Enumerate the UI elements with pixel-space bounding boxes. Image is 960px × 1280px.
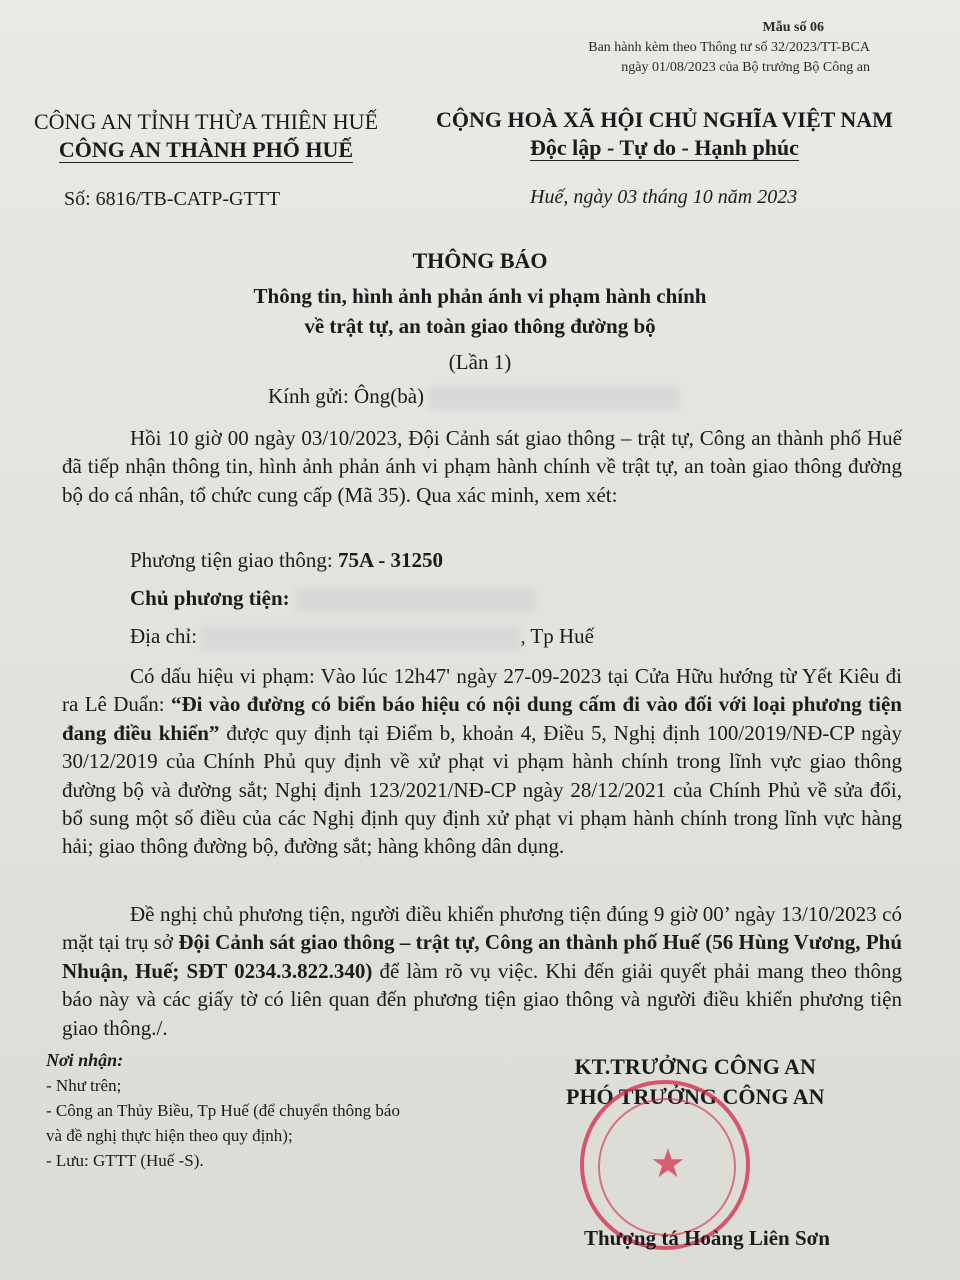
address-label: Địa chỉ:: [130, 624, 203, 648]
recipients-block: [46, 1048, 400, 1173]
vehicle-label: Phương tiện giao thông:: [130, 548, 338, 572]
nation-name: CỘNG HOÀ XÃ HỘI CHỦ NGHĨA VIỆT NAM: [436, 107, 893, 132]
form-reference: [588, 18, 870, 78]
redacted-owner: [295, 588, 535, 612]
violation-description: “Đi vào đường có biển báo hiệu có nội dung cấm đi vào đối với loại phương tiện đang điều khiển”: [62, 692, 902, 745]
place-date: Huế, ngày 03 tháng 10 năm 2023: [530, 186, 798, 208]
recipients-label: Nơi nhận:: [46, 1050, 124, 1070]
document-number: Số: 6816/TB-CATP-GTTT: [64, 188, 281, 210]
address-suffix: , Tp Huế: [520, 624, 594, 648]
notice-count: (Lần 1): [448, 350, 512, 374]
signature-line-1: KT.TRƯỞNG CÔNG AN: [574, 1054, 816, 1079]
signature-line-2: PHÓ TRƯỞNG CÔNG AN: [566, 1084, 825, 1109]
seal-star-icon: ★: [650, 1141, 686, 1186]
agency-header: [34, 108, 378, 164]
vehicle-plate: 75A - 31250: [337, 548, 443, 572]
form-issued-date: ngày 01/08/2023 của Bộ trưởng Bộ Công an: [621, 60, 870, 75]
redacted-address: [202, 626, 520, 650]
office-details: Đội Cảnh sát giao thông – trật tự, Công an thành phố Huế (56 Hùng Vương, Phú Nhuận, Huế; SĐT 0234.3.822.340): [62, 930, 903, 983]
address-line: [130, 624, 594, 650]
addressee: [268, 384, 679, 410]
paragraph-violation: Có dấu hiệu vi phạm: Vào lúc 12h47' ngày 27-09-2023 tại Cửa Hữu hướng từ Yết Kiêu đi ra Lê Duẩn: “Đi vào đường có biển báo hiệu có nội dung cấm đi vào đối với loại phương tiện đang điều khiển” được quy định tại Điểm b, khoản 4, Điều 5, Nghị định 100/2019/NĐ-CP ngày 30/12/2019 của Chính Phủ quy định về xử phạt vi phạm hành chính trong lĩnh vực giao thông đường bộ và đường sắt; Nghị định 123/2021/NĐ-CP ngày 28/12/2021 của Chính Phủ về sửa đổi, bổ sung một số điều của các Nghị định quy định xử phạt vi phạm hành chính trong lĩnh vực hàng hải; giao thông đường bộ, đường sắt; hàng không dân dụng.: [62, 664, 902, 859]
form-code: Mẫu số 06: [762, 20, 824, 35]
official-seal-icon: [580, 1080, 750, 1250]
signer-name: Thượng tá Hoàng Liên Sơn: [584, 1226, 830, 1250]
recipient-item: và đề nghị thực hiện theo quy định);: [46, 1126, 293, 1145]
owner-line: [130, 586, 535, 612]
redacted-name: [429, 386, 679, 410]
document-subtitle-1: Thông tin, hình ảnh phản ánh vi phạm hành chính: [253, 284, 707, 308]
paragraph-intro: Hồi 10 giờ 00 ngày 03/10/2023, Đội Cảnh sát giao thông – trật tự, Công an thành phố Huế đã tiếp nhận thông tin, hình ảnh phản ánh vi phạm hành chính về trật tự, an toàn giao thông đường bộ do cá nhân, tổ chức cung cấp (Mã 35). Qua xác minh, xem xét:: [62, 426, 902, 507]
nation-header: [436, 106, 893, 162]
agency-parent: CÔNG AN TỈNH THỪA THIÊN HUẾ: [34, 109, 379, 134]
recipient-item: - Lưu: GTTT (Huế -S).: [46, 1151, 204, 1170]
document-subtitle-2: về trật tự, an toàn giao thông đường bộ: [304, 314, 656, 338]
paragraph-request: Đề nghị chủ phương tiện, người điều khiển phương tiện đúng 9 giờ 00’ ngày 13/10/2023 có mặt tại trụ sở Đội Cảnh sát giao thông – trật tự, Công an thành phố Huế (56 Hùng Vương, Phú Nhuận, Huế; SĐT 0234.3.822.340) để làm rõ vụ việc. Khi đến giải quyết phải mang theo thông báo này và các giấy tờ có liên quan đến phương tiện giao thông và người điều khiển phương tiện giao thông./.: [62, 902, 903, 1040]
recipient-item: - Công an Thủy Biều, Tp Huế (để chuyển thông báo: [46, 1101, 400, 1120]
vehicle-line: [130, 548, 443, 573]
nation-motto: Độc lập - Tự do - Hạnh phúc: [530, 135, 799, 160]
recipient-item: - Như trên;: [46, 1076, 122, 1095]
addressee-label: Kính gửi: Ông(bà): [268, 384, 430, 408]
form-issued-with: Ban hành kèm theo Thông tư số 32/2023/TT-BCA: [588, 40, 870, 55]
owner-label: Chủ phương tiện:: [130, 586, 295, 610]
agency-name: CÔNG AN THÀNH PHỐ HUẾ: [58, 137, 354, 162]
document-title: THÔNG BÁO: [412, 248, 548, 273]
